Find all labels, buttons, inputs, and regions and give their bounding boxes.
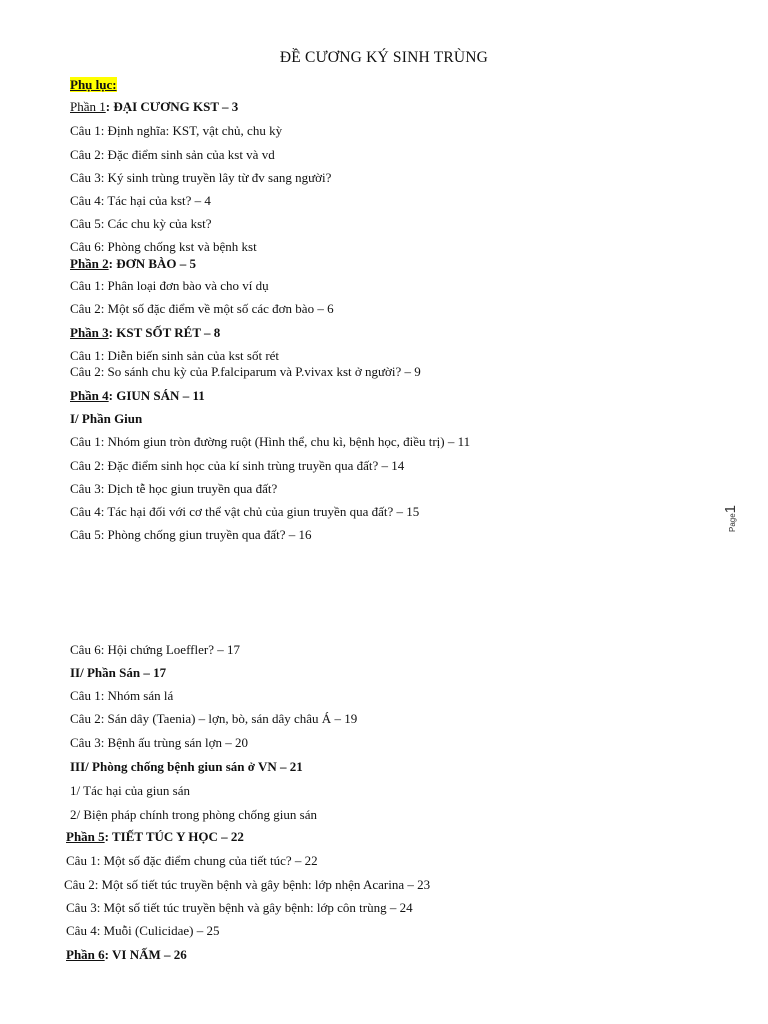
question-item: Câu 2: Một số tiết túc truyền bệnh và gây bệnh: lớp nhện Acarina – 23 bbox=[64, 877, 431, 892]
question-item: Câu 1: Định nghĩa: KST, vật chủ, chu kỳ bbox=[70, 123, 283, 138]
question-item: Câu 6: Phòng chống kst và bệnh kst bbox=[70, 239, 257, 254]
question-item: Câu 2: Đặc điểm sinh sản của kst và vd bbox=[70, 147, 275, 162]
part-heading-3: Phần 3: KST SỐT RÉT – 8 bbox=[70, 325, 221, 340]
question-item: Câu 4: Tác hại đối với cơ thể vật chủ của giun truyền qua đất? – 15 bbox=[70, 504, 420, 519]
document-title: ĐỀ CƯƠNG KÝ SINH TRÙNG bbox=[279, 49, 489, 66]
part-heading-5: Phần 5: TIẾT TÚC Y HỌC – 22 bbox=[66, 829, 244, 844]
section-heading-prevention: III/ Phòng chống bệnh giun sán ở VN – 21 bbox=[70, 759, 303, 774]
question-item: Câu 2: Đặc điểm sinh học của kí sinh trùng truyền qua đất? – 14 bbox=[70, 458, 405, 473]
question-item: Câu 1: Nhóm giun tròn đường ruột (Hình thể, chu kì, bệnh học, điều trị) – 11 bbox=[70, 434, 471, 449]
question-item: Câu 2: Một số đặc điểm về một số các đơn bào – 6 bbox=[70, 301, 334, 316]
question-item: Câu 4: Tác hại của kst? – 4 bbox=[70, 193, 211, 208]
section-heading-flukes: II/ Phần Sán – 17 bbox=[70, 665, 167, 680]
section-heading-worms: I/ Phần Giun bbox=[70, 411, 143, 426]
question-item: Câu 3: Ký sinh trùng truyền lây từ đv sang người? bbox=[70, 170, 332, 185]
question-item: Câu 1: Diễn biến sinh sản của kst sốt rét bbox=[70, 348, 280, 363]
question-item: Câu 2: So sánh chu kỳ của P.falciparum và P.vivax kst ở người? – 9 bbox=[70, 364, 421, 379]
question-item: 2/ Biện pháp chính trong phòng chống giun sán bbox=[70, 807, 317, 822]
page-number: Page1 bbox=[722, 504, 739, 532]
question-item: Câu 1: Nhóm sán lá bbox=[70, 688, 174, 703]
question-item: Câu 3: Bệnh ấu trùng sán lợn – 20 bbox=[70, 735, 249, 750]
question-item: Câu 2: Sán dây (Taenia) – lợn, bò, sán dây châu Á – 19 bbox=[70, 711, 358, 726]
question-item: Câu 4: Muỗi (Culicidae) – 25 bbox=[66, 923, 220, 938]
question-item: 1/ Tác hại của giun sán bbox=[70, 783, 190, 798]
question-item: Câu 5: Các chu kỳ của kst? bbox=[70, 216, 212, 231]
question-item: Câu 1: Một số đặc điểm chung của tiết túc? – 22 bbox=[66, 853, 318, 868]
question-item: Câu 6: Hội chứng Loeffler? – 17 bbox=[70, 642, 240, 657]
question-item: Câu 3: Dịch tễ học giun truyền qua đất? bbox=[70, 481, 278, 496]
question-item: Câu 1: Phân loại đơn bào và cho ví dụ bbox=[70, 278, 269, 293]
question-item: Câu 5: Phòng chống giun truyền qua đất? – 16 bbox=[70, 527, 312, 542]
part-heading-4: Phần 4: GIUN SÁN – 11 bbox=[70, 388, 205, 403]
part-heading-2: Phần 2: ĐƠN BÀO – 5 bbox=[70, 256, 197, 271]
appendix-heading: Phụ lục: bbox=[70, 77, 117, 92]
part-heading-6: Phần 6: VI NẤM – 26 bbox=[66, 947, 187, 962]
part-heading-1: Phần 1: ĐẠI CƯƠNG KST – 3 bbox=[70, 99, 239, 114]
question-item: Câu 3: Một số tiết túc truyền bệnh và gây bệnh: lớp côn trùng – 24 bbox=[66, 900, 413, 915]
